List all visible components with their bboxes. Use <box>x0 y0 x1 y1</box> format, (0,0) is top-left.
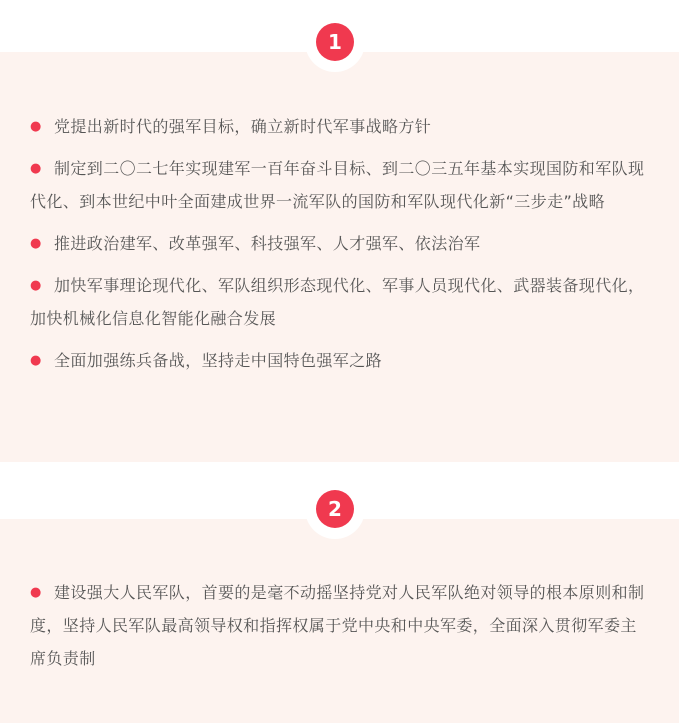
section-2-badge-ring <box>305 479 365 539</box>
bullet-dot-icon: ● <box>30 161 42 176</box>
list-item <box>30 110 650 143</box>
list-item-text: 制定到二〇二七年实现建军一百年奋斗目标、到二〇三五年基本实现国防和军队现代化、到本世纪中叶全面建成世界一流军队的国防和军队现代化新“三步走”战略 <box>30 159 645 211</box>
bullet-dot-icon: ● <box>30 585 42 600</box>
bullet-dot-icon: ● <box>30 119 42 134</box>
bullet-dot-icon: ● <box>30 236 42 251</box>
list-item-text: 党提出新时代的强军目标，确立新时代军事战略方针 <box>54 117 432 136</box>
section-1-list <box>30 110 650 386</box>
list-item <box>30 227 650 260</box>
list-item <box>30 576 650 675</box>
bullet-dot-icon: ● <box>30 353 42 368</box>
bullet-dot-icon: ● <box>30 278 42 293</box>
section-2-number-badge: 2 <box>316 490 354 528</box>
section-1-badge-ring <box>305 12 365 72</box>
section-2-list <box>30 576 650 684</box>
list-item-text: 建设强大人民军队，首要的是毫不动摇坚持党对人民军队绝对领导的根本原则和制度，坚持人民军队最高领导权和指挥权属于党中央和中央军委，全面深入贯彻军委主席负责制 <box>30 583 645 668</box>
section-1-number-badge: 1 <box>316 23 354 61</box>
list-item-text: 全面加强练兵备战，坚持走中国特色强军之路 <box>54 351 383 370</box>
list-item <box>30 269 650 335</box>
list-item <box>30 152 650 218</box>
list-item <box>30 344 650 377</box>
list-item-text: 推进政治建军、改革强军、科技强军、人才强军、依法治军 <box>54 234 481 253</box>
list-item-text: 加快军事理论现代化、军队组织形态现代化、军事人员现代化、武器装备现代化，加快机械化信息化智能化融合发展 <box>30 276 645 328</box>
